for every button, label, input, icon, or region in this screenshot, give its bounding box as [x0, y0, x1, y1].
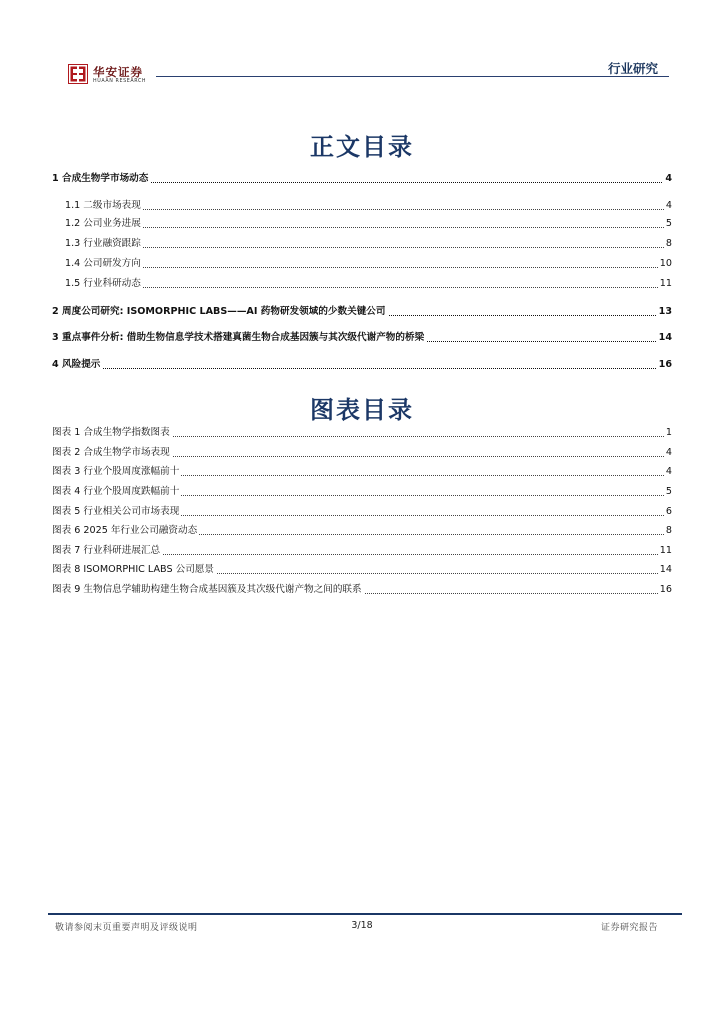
- report-category: 行业研究: [607, 61, 658, 76]
- dot-leader: [65, 287, 672, 288]
- figure-entry-label: 图表 4 行业个股周度跌幅前十: [52, 486, 180, 497]
- dot-leader: [65, 267, 672, 268]
- page-ref: 13: [658, 306, 672, 317]
- toc-entry[interactable]: [0, 358, 724, 372]
- figure-entry-label: 图表 5 行业相关公司市场表现: [52, 506, 180, 517]
- toc-entry[interactable]: [0, 277, 724, 291]
- figure-entry[interactable]: [0, 505, 724, 519]
- toc-entry-label: 1 合成生物学市场动态: [52, 173, 149, 184]
- toc-entry-label: 1.5 行业科研动态: [65, 278, 141, 289]
- figure-entry-label: 图表 2 合成生物学市场表现: [52, 447, 170, 458]
- page-ref: 5: [665, 486, 672, 497]
- figure-entry[interactable]: [0, 563, 724, 577]
- toc-entry-label: 4 风险提示: [52, 359, 101, 370]
- figures-title: 图表目录: [310, 395, 414, 424]
- toc-entry[interactable]: [0, 237, 724, 251]
- logo-english-text: HUAAN RESEARCH: [93, 79, 147, 84]
- dot-leader: [65, 247, 672, 248]
- page-ref: 11: [659, 545, 672, 556]
- figure-entry-label: 图表 8 ISOMORPHIC LABS 公司愿景: [52, 564, 214, 575]
- toc-entry-label: 1.1 二级市场表现: [65, 200, 141, 211]
- page-ref: 8: [665, 238, 672, 249]
- figure-entry-label: 图表 1 合成生物学指数图表: [52, 427, 170, 438]
- header-rule: [156, 76, 669, 77]
- dot-leader: [52, 368, 672, 369]
- page-ref: 16: [659, 584, 672, 595]
- dot-leader: [65, 209, 672, 210]
- toc-entry-label: 1.4 公司研发方向: [65, 258, 141, 269]
- page-ref: 10: [659, 258, 672, 269]
- huaan-logo-icon: [68, 64, 88, 84]
- toc-entry-label: 2 周度公司研究: ISOMORPHIC LABS——AI 药物研发领域的少数关键公司: [52, 306, 386, 317]
- toc-entry[interactable]: [0, 305, 724, 319]
- toc-entry[interactable]: [0, 172, 724, 186]
- figure-entry-label: 图表 6 2025 年行业公司融资动态: [52, 525, 198, 536]
- report-type: 证券研究报告: [600, 923, 658, 933]
- page-ref: 4: [665, 173, 672, 184]
- page-ref: 6: [665, 506, 672, 517]
- toc-entry[interactable]: [0, 199, 724, 213]
- dot-leader: [65, 227, 672, 228]
- figure-entry[interactable]: [0, 524, 724, 538]
- figure-entry[interactable]: [0, 583, 724, 597]
- toc-entry[interactable]: [0, 257, 724, 271]
- toc-entry-label: 3 重点事件分析: 借助生物信息学技术搭建真菌生物合成基因簇与其次级代谢产物的桥梁: [52, 332, 425, 343]
- figure-entry[interactable]: [0, 426, 724, 440]
- figure-entry-label: 图表 3 行业个股周度涨幅前十: [52, 466, 180, 477]
- page-ref: 4: [665, 447, 672, 458]
- logo-chinese-text: 华安证券: [93, 65, 143, 79]
- page-ref: 11: [659, 278, 672, 289]
- page-ref: 16: [658, 359, 672, 370]
- toc-entry-label: 1.3 行业融资跟踪: [65, 238, 141, 249]
- page-number: 3/18: [351, 920, 373, 931]
- disclaimer-note: 敬请参阅末页重要声明及评级说明: [55, 923, 198, 933]
- page-ref: 8: [665, 525, 672, 536]
- page-ref: 1: [665, 427, 672, 438]
- figure-entry[interactable]: [0, 485, 724, 499]
- page-ref: 4: [665, 466, 672, 477]
- toc-entry[interactable]: [0, 331, 724, 345]
- toc-entry[interactable]: [0, 217, 724, 231]
- page-ref: 5: [665, 218, 672, 229]
- page-ref: 14: [659, 564, 672, 575]
- footer-rule: [48, 913, 682, 915]
- figure-entry[interactable]: [0, 446, 724, 460]
- toc-entry-label: 1.2 公司业务进展: [65, 218, 141, 229]
- page-ref: 4: [665, 200, 672, 211]
- figure-entry-label: 图表 7 行业科研进展汇总: [52, 545, 161, 556]
- figure-entry-label: 图表 9 生物信息学辅助构建生物合成基因簇及其次级代谢产物之间的联系: [52, 584, 362, 595]
- company-logo: [68, 64, 152, 86]
- figure-entry[interactable]: [0, 544, 724, 558]
- toc-title: 正文目录: [310, 132, 414, 161]
- figure-entry[interactable]: [0, 465, 724, 479]
- page-ref: 14: [658, 332, 672, 343]
